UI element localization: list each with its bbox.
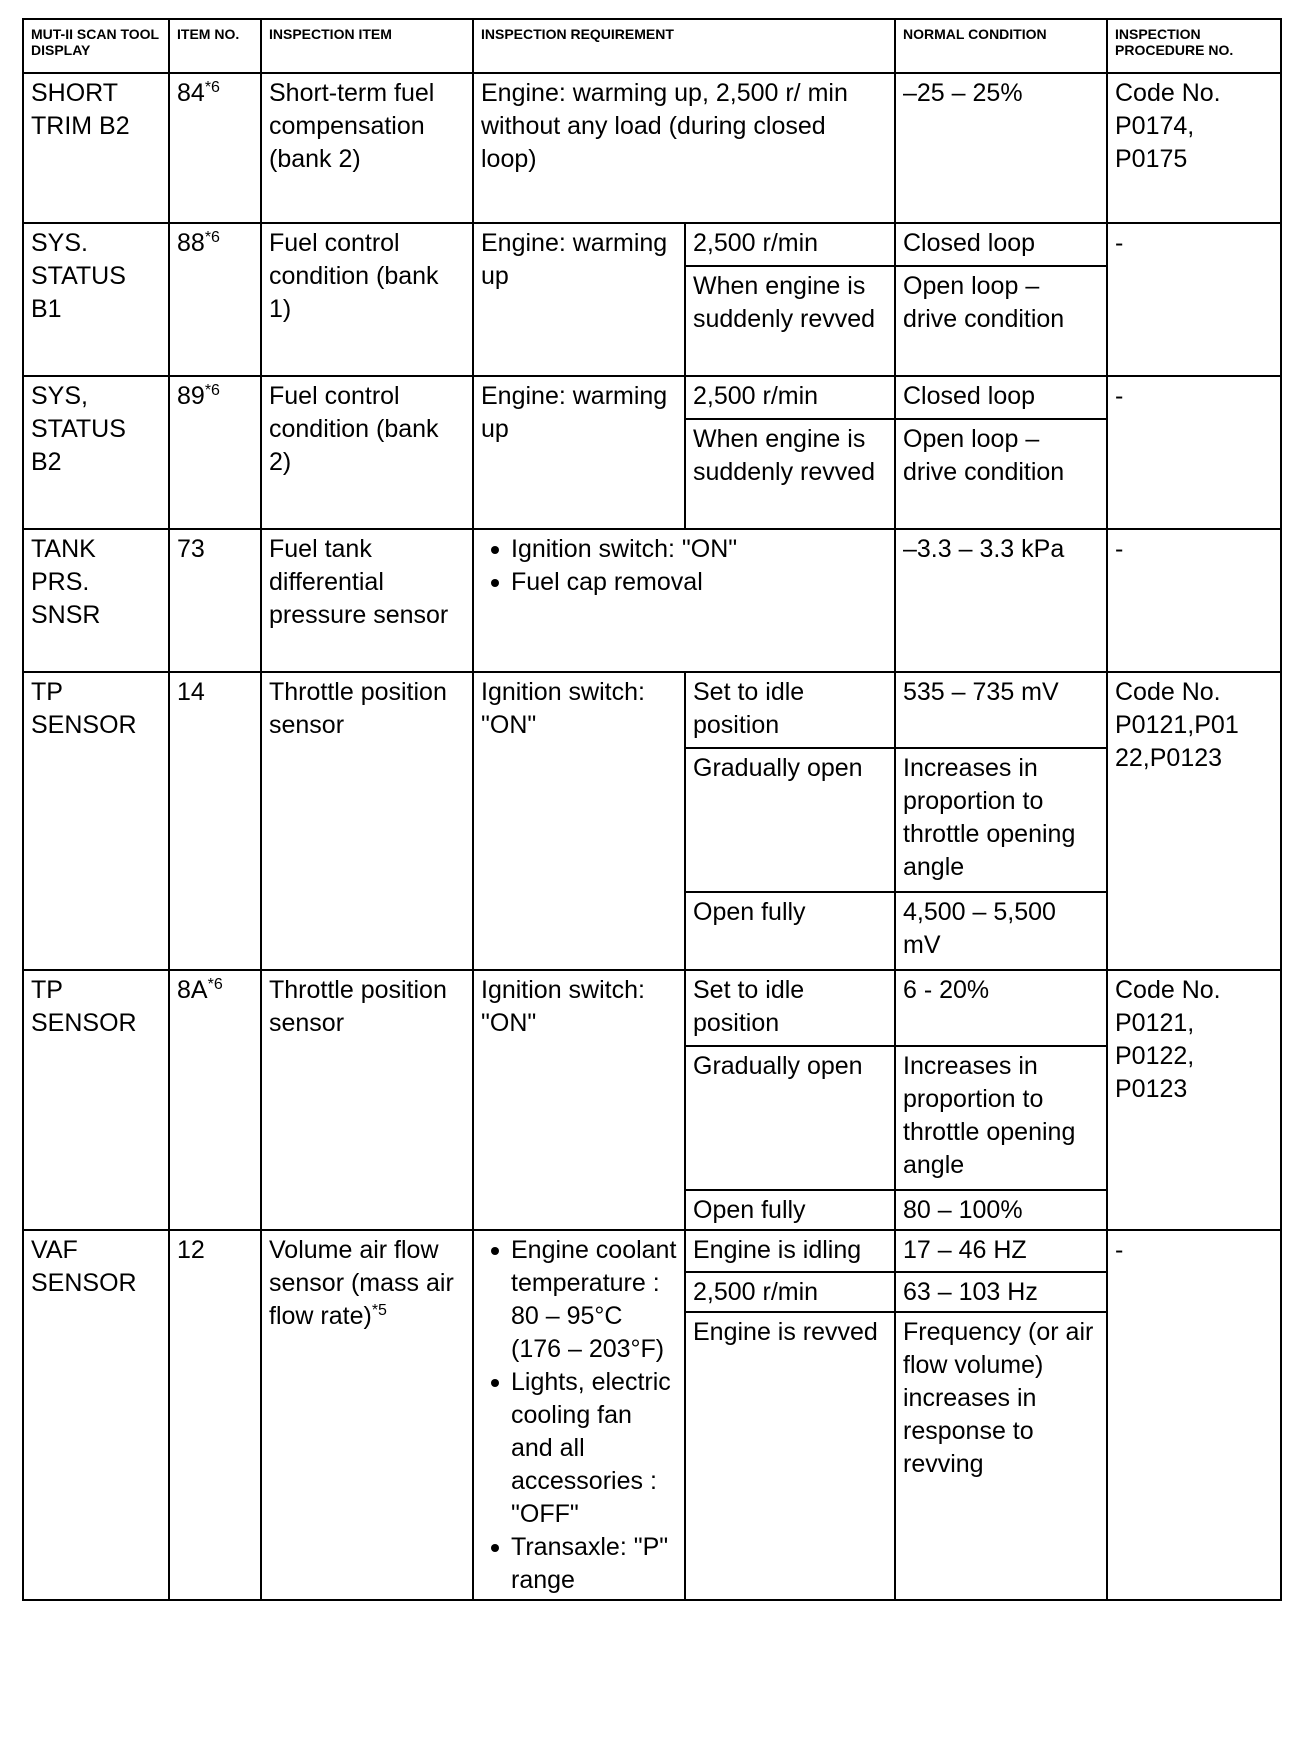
sub-condition: Set to idle position: [685, 970, 895, 1046]
inspection-item: Fuel control condition (bank 1): [261, 223, 473, 376]
header-scan-display: MUT-II SCAN TOOL DISPLAY: [23, 19, 169, 73]
inspection-requirement: Engine: warming up: [473, 376, 685, 529]
procedure-line: 22,P0123: [1115, 744, 1223, 772]
table-row: [23, 73, 1281, 223]
normal-condition: Increases in proportion to throttle opening angle: [895, 748, 1107, 892]
sub-condition: 2,500 r/min: [685, 223, 895, 266]
table-header-row: [23, 19, 1281, 73]
inspection-item: Throttle position sensor: [261, 672, 473, 970]
item-no: 12: [169, 1230, 261, 1600]
scan-display: VAF SENSOR: [23, 1230, 169, 1600]
normal-condition: Increases in proportion to throttle opening angle: [895, 1046, 1107, 1190]
normal-condition: 63 – 103 Hz: [895, 1272, 1107, 1312]
requirement-bullet-list: [481, 533, 887, 599]
inspection-requirement: Ignition switch: "ON": [473, 672, 685, 970]
scan-display: SYS. STATUS B1: [23, 223, 169, 376]
header-procedure-no: INSPECTION PROCEDURE NO.: [1107, 19, 1281, 73]
item-no: 73: [169, 529, 261, 672]
sub-condition: Gradually open: [685, 748, 895, 892]
scan-display: TANK PRS. SNSR: [23, 529, 169, 672]
procedure-no: Code No. P0121, P0122, P0123: [1107, 970, 1281, 1230]
inspection-item: Short-term fuel compensation (bank 2): [261, 73, 473, 223]
inspection-requirement: Engine: warming up: [473, 223, 685, 376]
sub-condition: Engine is idling: [685, 1230, 895, 1272]
inspection-requirement: [473, 529, 895, 672]
inspection-requirement: Ignition switch: "ON": [473, 970, 685, 1230]
footnote-mark: *5: [371, 1302, 387, 1319]
item-no: 14: [169, 672, 261, 970]
requirement-bullet-list: [481, 1234, 677, 1597]
normal-condition: Closed loop: [895, 376, 1107, 419]
item-no: $8A^{*6}$: [169, 970, 261, 1230]
inspection-requirement: [473, 1230, 685, 1600]
procedure-no: -: [1107, 1230, 1281, 1600]
sub-condition: When engine is suddenly revved: [685, 266, 895, 376]
item-no: 84$^{*6}$: [169, 73, 261, 223]
normal-condition: –3.3 – 3.3 kPa: [895, 529, 1107, 672]
normal-condition: Open loop – drive condition: [895, 419, 1107, 529]
inspection-item: Throttle position sensor: [261, 970, 473, 1230]
table-row: [23, 672, 1281, 748]
footnote-mark: *6: [207, 976, 223, 993]
header-inspection-item: INSPECTION ITEM: [261, 19, 473, 73]
normal-condition: 17 – 46 HZ: [895, 1230, 1107, 1272]
requirement-bullet: Ignition switch: "ON": [481, 533, 887, 566]
table-row: [23, 1230, 1281, 1272]
inspection-item: Fuel tank differential pressure sensor: [261, 529, 473, 672]
inspection-item: Volume air flow sensor (mass air flow rate)$^{*5}$: [261, 1230, 473, 1600]
requirement-bullet: Engine coolant temperature : 80 – 95°C (176 – 203°F): [481, 1234, 677, 1366]
normal-condition: 4,500 – 5,500 mV: [895, 892, 1107, 970]
scan-display: TP SENSOR: [23, 672, 169, 970]
procedure-no: -: [1107, 223, 1281, 376]
requirement-bullet: Lights, electric cooling fan and all accessories : "OFF": [481, 1366, 677, 1531]
normal-condition: Closed loop: [895, 223, 1107, 266]
table-row: [23, 376, 1281, 419]
normal-condition: 535 – 735 mV: [895, 672, 1107, 748]
normal-condition: –25 – 25%: [895, 73, 1107, 223]
scan-display: SHORT TRIM B2: [23, 73, 169, 223]
sub-condition: Engine is revved: [685, 1312, 895, 1600]
sub-condition: 2,500 r/min: [685, 376, 895, 419]
requirement-bullet: Transaxle: "P" range: [481, 1531, 677, 1597]
normal-condition: 6 - 20%: [895, 970, 1107, 1046]
sub-condition: When engine is suddenly revved: [685, 419, 895, 529]
normal-condition: 80 – 100%: [895, 1190, 1107, 1230]
inspection-item: Fuel control condition (bank 2): [261, 376, 473, 529]
header-normal-condition: NORMAL CONDITION: [895, 19, 1107, 73]
procedure-no: -: [1107, 529, 1281, 672]
inspection-table: [22, 18, 1282, 1601]
inspection-requirement: Engine: warming up, 2,500 r/ min without any load (during closed loop): [473, 73, 895, 223]
normal-condition: Frequency (or air flow volume) increases in response to revving: [895, 1312, 1107, 1600]
item-no: 88$^{*6}$: [169, 223, 261, 376]
table-row: [23, 529, 1281, 672]
footnote-mark: *6: [204, 229, 220, 246]
footnote-mark: *6: [204, 382, 220, 399]
procedure-no: Code No. P0174, P0175: [1107, 73, 1281, 223]
table-row: [23, 970, 1281, 1046]
sub-condition: Set to idle position: [685, 672, 895, 748]
sub-condition: Gradually open: [685, 1046, 895, 1190]
procedure-no: -: [1107, 376, 1281, 529]
sub-condition: 2,500 r/min: [685, 1272, 895, 1312]
header-item-no: ITEM NO.: [169, 19, 261, 73]
sub-condition: Open fully: [685, 1190, 895, 1230]
scan-display: TP SENSOR: [23, 970, 169, 1230]
procedure-no: [1107, 672, 1281, 970]
sub-condition: Open fully: [685, 892, 895, 970]
inspection-table-page: [22, 18, 1282, 1601]
footnote-mark: *6: [204, 79, 220, 96]
procedure-line: Code No.: [1115, 678, 1221, 706]
procedure-line: P0121,P01: [1115, 711, 1239, 739]
normal-condition: Open loop – drive condition: [895, 266, 1107, 376]
item-no: 89$^{*6}$: [169, 376, 261, 529]
header-inspection-requirement: INSPECTION REQUIREMENT: [473, 19, 895, 73]
scan-display: SYS, STATUS B2: [23, 376, 169, 529]
requirement-bullet: Fuel cap removal: [481, 566, 887, 599]
table-row: [23, 223, 1281, 266]
